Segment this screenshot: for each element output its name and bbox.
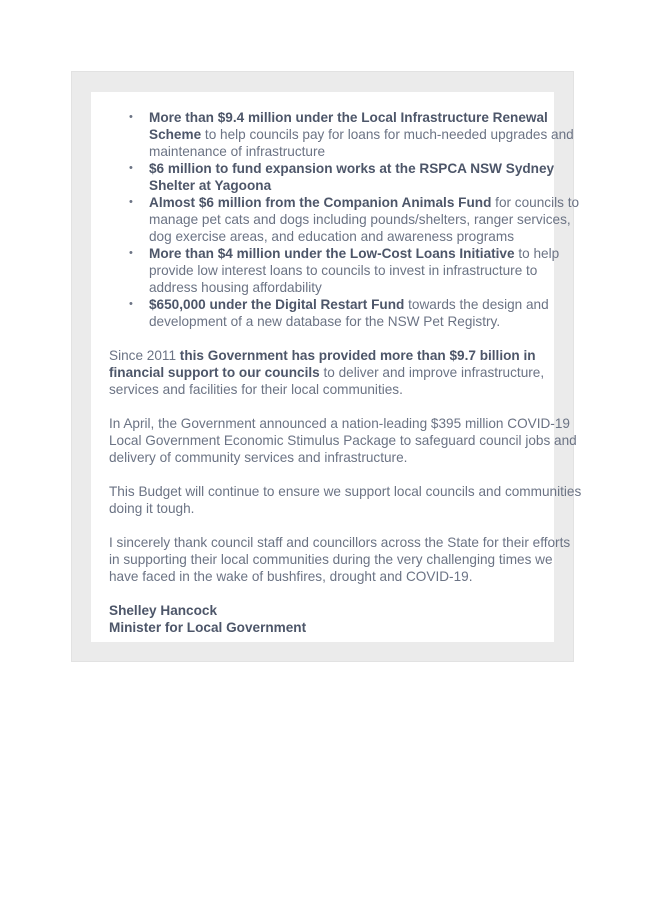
bullet-item — [109, 194, 579, 245]
text-run: for councils to — [491, 195, 580, 210]
text-line — [149, 262, 579, 279]
bold-text: this Government has provided more than $9.7 billion in — [179, 348, 536, 363]
text-run: I sincerely thank council staff and councillors across the State for their efforts — [109, 535, 571, 550]
bold-text: Shelter at Yagoona — [149, 178, 272, 193]
signature-name: Shelley Hancock — [109, 603, 218, 618]
bold-text: More than $4 million under the Low-Cost Loans Initiative — [149, 246, 515, 261]
text-run: address housing affordability — [149, 280, 322, 295]
bullet-icon: • — [129, 247, 133, 259]
text-run: delivery of community services and infrastructure. — [109, 450, 408, 465]
paragraph — [109, 534, 579, 585]
funding-bullet-list — [109, 109, 579, 330]
text-run: This Budget will continue to ensure we support local councils and communities — [109, 484, 582, 499]
bold-text: More than $9.4 million under the Local Infrastructure Renewal — [149, 110, 548, 125]
bold-text: Almost $6 million from the Companion Animals Fund — [149, 195, 492, 210]
bullet-item — [109, 245, 579, 296]
text-line — [109, 568, 579, 585]
text-run: In April, the Government announced a nation-leading $395 million COVID-19 — [109, 416, 570, 431]
text-run: manage pet cats and dogs including pounds/shelters, ranger services, — [149, 212, 571, 227]
text-line — [149, 279, 579, 296]
document-page — [91, 92, 582, 642]
paragraph — [109, 415, 579, 466]
text-run: doing it tough. — [109, 501, 195, 516]
text-line — [109, 483, 582, 500]
text-line — [109, 432, 579, 449]
text-run: have faced in the wake of bushfires, drought and COVID-19. — [109, 569, 473, 584]
text-run: Since 2011 — [109, 348, 180, 363]
text-run: to deliver and improve infrastructure, — [319, 365, 545, 380]
bold-text: Scheme — [149, 127, 202, 142]
text-line — [109, 449, 579, 466]
text-line — [109, 534, 579, 551]
text-line — [109, 551, 579, 568]
bold-text: $6 million to fund expansion works at the RSPCA NSW Sydney — [149, 161, 555, 176]
text-line — [149, 177, 579, 194]
bullet-icon: • — [129, 162, 133, 174]
text-line — [149, 313, 579, 330]
text-line — [149, 126, 579, 143]
document-content — [109, 109, 582, 636]
text-run: services and facilities for their local communities. — [109, 382, 403, 397]
text-line — [109, 415, 579, 432]
bullet-item — [109, 160, 579, 194]
bold-text: $650,000 under the Digital Restart Fund — [149, 297, 405, 312]
bullet-icon: • — [129, 111, 133, 123]
text-run: maintenance of infrastructure — [149, 144, 326, 159]
text-run: in supporting their local communities during the very challenging times we — [109, 552, 553, 567]
bold-text: financial support to our councils — [109, 365, 320, 380]
text-line — [149, 296, 579, 313]
paragraph — [109, 483, 582, 517]
paragraph — [109, 347, 579, 398]
text-line — [149, 194, 579, 211]
bullet-item — [109, 109, 579, 160]
text-run: to help — [514, 246, 560, 261]
text-run: dog exercise areas, and education and awareness programs — [149, 229, 514, 244]
text-run: provide low interest loans to councils to invest in infrastructure to — [149, 263, 538, 278]
text-line — [149, 245, 579, 262]
text-run: towards the design and — [404, 297, 549, 312]
text-run: Local Government Economic Stimulus Package to safeguard council jobs and — [109, 433, 577, 448]
body-paragraphs — [109, 347, 582, 585]
text-run: development of a new database for the NSW Pet Registry. — [149, 314, 501, 329]
signature-title: Minister for Local Government — [109, 620, 307, 635]
bullet-icon: • — [129, 196, 133, 208]
signature-block — [109, 602, 579, 636]
text-line — [149, 160, 579, 177]
text-line — [109, 347, 579, 364]
bullet-icon: • — [129, 298, 133, 310]
text-line — [149, 211, 579, 228]
text-line — [109, 500, 579, 517]
text-line — [109, 381, 579, 398]
text-line — [109, 364, 579, 381]
text-line — [149, 228, 579, 245]
text-line — [149, 109, 579, 126]
text-line — [149, 143, 579, 160]
text-run: to help councils pay for loans for much-needed upgrades and — [201, 127, 574, 142]
bullet-item — [109, 296, 579, 330]
